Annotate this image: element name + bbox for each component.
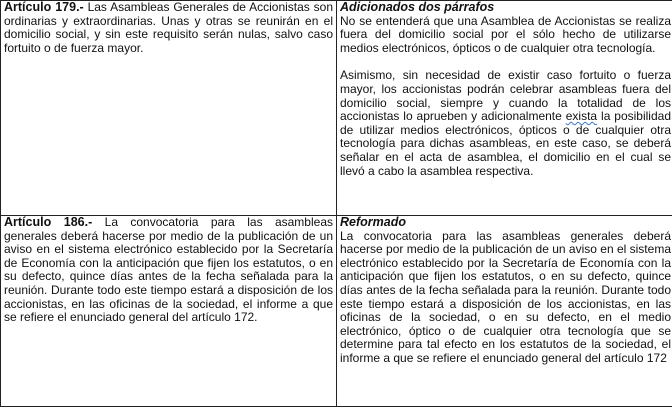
spellcheck-flagged-word: exista (565, 109, 598, 124)
article-179-title: Artículo 179.- (4, 0, 84, 14)
amendment-cell (337, 1, 672, 216)
article-186-text: La convocatoria para las asambleas generales deberá hacerse por medio de la publicación de un aviso en el sistema electrónico establecido por la Secretaría de Economía con la anticipación que fijen los estatutos, o en su defecto, quince días antes de la fecha señalada para la reunión. Durante todo este tiempo estará a disposición de los accionistas, en las oficinas de la sociedad, el informe a que se refiere el enunciado general del artículo 172. (4, 215, 333, 325)
table-row (1, 216, 672, 407)
amendment-type-label: Adicionados dos párrafos (340, 0, 495, 14)
article-186-paragraph (4, 216, 333, 325)
amendment-cell (337, 216, 672, 407)
added-paragraph-1: No se entenderá que una Asamblea de Accionistas se realiza fuera del domicilio social por el sólo hecho de utilizarse medios electrónicos, ópticos o de cualquier otra tecnología. (340, 13, 671, 55)
article-179-paragraph (4, 1, 333, 55)
added-paragraph-2 (340, 69, 671, 178)
article-179-text: Las Asambleas Generales de Accionistas son ordinarias y extraordinarias. Unas y otras se reunirán en el domicilio social, y sin este requisito serán nulas, salvo caso fortuito o de fuerza mayor. (4, 0, 334, 55)
original-text-cell (1, 1, 337, 216)
added-paragraph-2-end: la posibilidad de utilizar medios electrónicos, ópticos o de cualquier otra tecnología para dichas asambleas, en este caso, se deberá señalar en el acta de asamblea, el domicilio en el cual se llevó a cabo la asamblea respectiva. (340, 109, 671, 178)
original-text-cell (1, 216, 337, 407)
amendment-type-label: Reformado (340, 215, 406, 229)
paragraph-spacer (340, 55, 671, 69)
reformed-paragraph: La convocatoria para las asambleas generales deberá hacerse por medio de la publicación de un aviso en el sistema electrónico establecido por la Secretaría de Economía con la anticipación que fijen los estatutos, o en su defecto, quince días antes de la fecha señalada para la reunión. Durante todo este tiempo estará a disposición de los accionistas, en las oficinas de la sociedad, o en su defecto, en el medio electrónico, óptico o de cualquier otra tecnología que se determine para tal efecto en los estatutos de la sociedad, el informe a que se refiere el enunciado general del artículo 172 (340, 228, 671, 365)
table-row (1, 1, 672, 216)
article-186-title: Artículo 186.- (4, 215, 93, 229)
added-paragraph-2-start: Asimismo, sin necesidad de existir caso fortuito o fuerza mayor, los accionistas podrán celebrar asambleas fuera del domicilio social, siempre y cuando la totalidad de los accionistas lo aprueben y adicionalmente (340, 68, 671, 124)
